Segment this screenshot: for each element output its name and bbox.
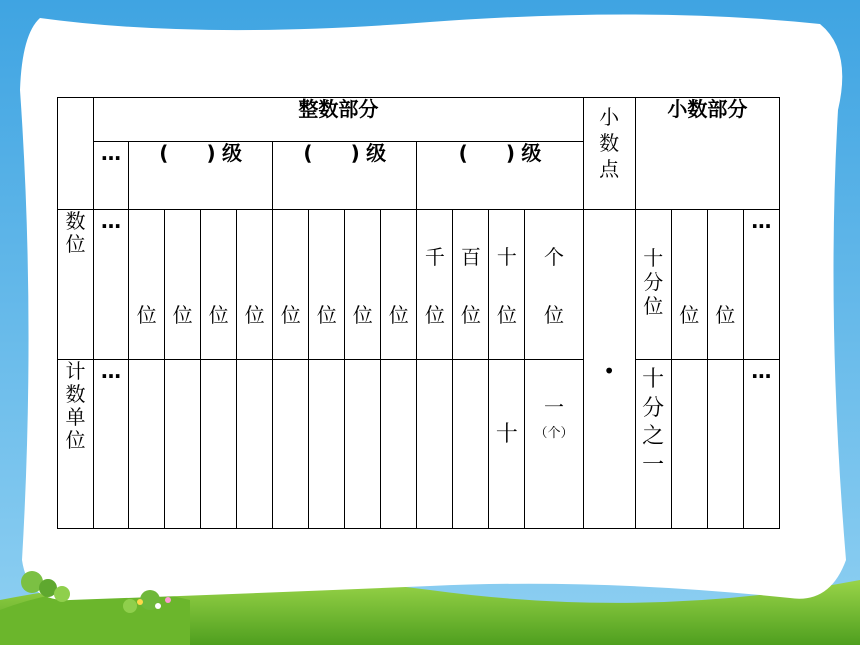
ellipsis-cell: … [743,210,779,360]
row-label-char: 位 [65,428,86,452]
decimal-point-cell [583,210,635,529]
group-label-ge [417,142,583,210]
row-label-char: 计 [65,359,86,383]
group-ji: 级 [521,141,542,165]
decimal-point-char: 数 [599,131,620,155]
unit-cell [707,360,743,529]
place-value-table [57,97,780,529]
place-cell [345,210,381,360]
row-label-char: 数 [65,209,86,233]
integer-part-header: 整数部分 [94,98,584,142]
group-close-paren: ) [350,141,360,165]
group-close-paren: ) [505,141,515,165]
unit-one-note: （个） [534,426,574,441]
place-ge: 个 [544,245,565,269]
unit-cell [309,360,345,529]
ellipsis-cell: … [94,360,129,529]
place-cell [309,210,345,360]
decimal-point-char: 小 [599,105,620,129]
place-cell [201,210,237,360]
group-close-paren: ) [206,141,216,165]
ellipsis-cell: … [94,210,129,360]
place-cell [237,210,273,360]
unit-cell [273,360,309,529]
group-open-paren: ( [159,141,169,165]
place-wei: 位 [352,303,373,327]
group-label-thousands [129,142,273,210]
place-qian: 千 [424,245,445,269]
place-cell-tenths [635,210,671,360]
decimal-point-dot: • [603,359,616,383]
corner-cell [58,98,94,210]
place-wei: 位 [496,303,517,327]
unit-tenth-char: 一 [642,452,665,478]
unit-cell [417,360,453,529]
unit-cell [345,360,381,529]
unit-cell [237,360,273,529]
place-wei: 位 [460,303,481,327]
tenths-char: 分 [643,270,664,294]
place-wei: 位 [172,303,193,327]
group-ji: 级 [366,141,387,165]
unit-cell [453,360,489,529]
place-cell-hundreds [453,210,489,360]
tenths-char: 十 [643,246,664,270]
row-label-char: 单 [65,405,86,429]
decimal-part-header: 小数部分 [635,98,779,210]
decimal-point-header [583,98,635,210]
unit-cell-ten [489,360,525,529]
place-wei: 位 [280,303,301,327]
unit-cell [165,360,201,529]
group-open-paren: ( [303,141,313,165]
ellipsis-cell: … [94,142,129,210]
decimal-point-char: 点 [599,157,620,181]
place-cell-thousands [417,210,453,360]
place-wei: 位 [679,303,700,327]
unit-one: 一 [544,395,565,419]
unit-cell-tenth [635,360,671,529]
place-cell [671,210,707,360]
group-ji: 级 [222,141,243,165]
unit-cell [201,360,237,529]
row-label-place [58,210,94,360]
place-bai: 百 [460,245,481,269]
place-wei: 位 [424,303,445,327]
group-open-paren: ( [458,141,468,165]
ellipsis-cell: … [743,360,779,529]
place-cell [273,210,309,360]
unit-tenth-char: 分 [642,395,665,421]
row-label-unit [58,360,94,529]
place-cell [129,210,165,360]
place-wei: 位 [715,303,736,327]
place-cell [381,210,417,360]
unit-cell-one [525,360,583,529]
unit-tenth-char: 十 [642,367,665,392]
place-wei: 位 [316,303,337,327]
row-label-char: 数 [65,382,86,406]
unit-cell [671,360,707,529]
place-cell-tens [489,210,525,360]
tenths-char: 位 [643,294,664,318]
unit-tenth-char: 之 [642,424,665,450]
place-cell-ones [525,210,583,360]
place-wei: 位 [244,303,265,327]
group-label-wan [273,142,417,210]
row-label-char: 位 [65,232,86,256]
unit-ten: 十 [495,422,518,447]
unit-cell [129,360,165,529]
place-shi: 十 [496,245,517,269]
place-wei: 位 [544,303,565,327]
unit-cell [381,360,417,529]
place-wei: 位 [208,303,229,327]
place-cell [165,210,201,360]
place-wei: 位 [388,303,409,327]
place-cell [707,210,743,360]
place-wei: 位 [136,303,157,327]
